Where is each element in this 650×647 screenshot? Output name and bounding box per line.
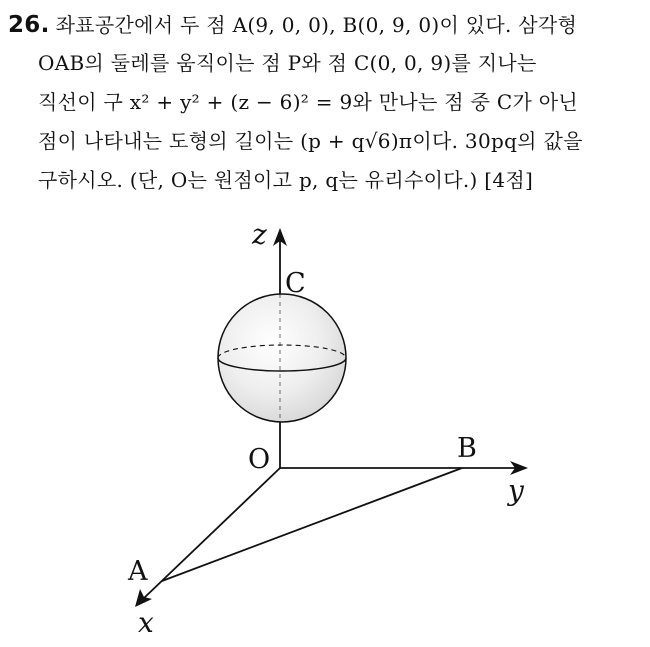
x-axis (144, 468, 280, 598)
sphere (218, 294, 346, 422)
label-o: O (248, 444, 271, 475)
coordinate-figure (0, 210, 650, 647)
problem-line-3: 직선이 구 x² + y² + (z − 6)² = 9와 만나는 점 중 C가 아닌 (38, 90, 578, 114)
label-a: A (128, 556, 148, 587)
problem-number: 26. (8, 12, 50, 38)
problem-line-2: OAB의 둘레를 움직이는 점 P와 점 C(0, 0, 9)를 지나는 (38, 51, 537, 75)
problem-text-1: 좌표공간에서 두 점 A(9, 0, 0), B(0, 9, 0)이 있다. 삼각형 (55, 13, 578, 37)
problem-line-1 (8, 10, 577, 40)
label-x: x (138, 606, 154, 639)
problem-line-5: 구하시오. (단, O는 원점이고 p, q는 유리수이다.) [4점] (38, 168, 534, 192)
label-y: y (508, 474, 524, 507)
label-c: C (285, 268, 306, 299)
problem-line-4: 점이 나타내는 도형의 길이는 (p + q√6)π이다. 30pq의 값을 (38, 129, 583, 153)
label-b: B (457, 433, 477, 464)
segment-ab (162, 468, 462, 581)
label-z: z (252, 218, 267, 251)
